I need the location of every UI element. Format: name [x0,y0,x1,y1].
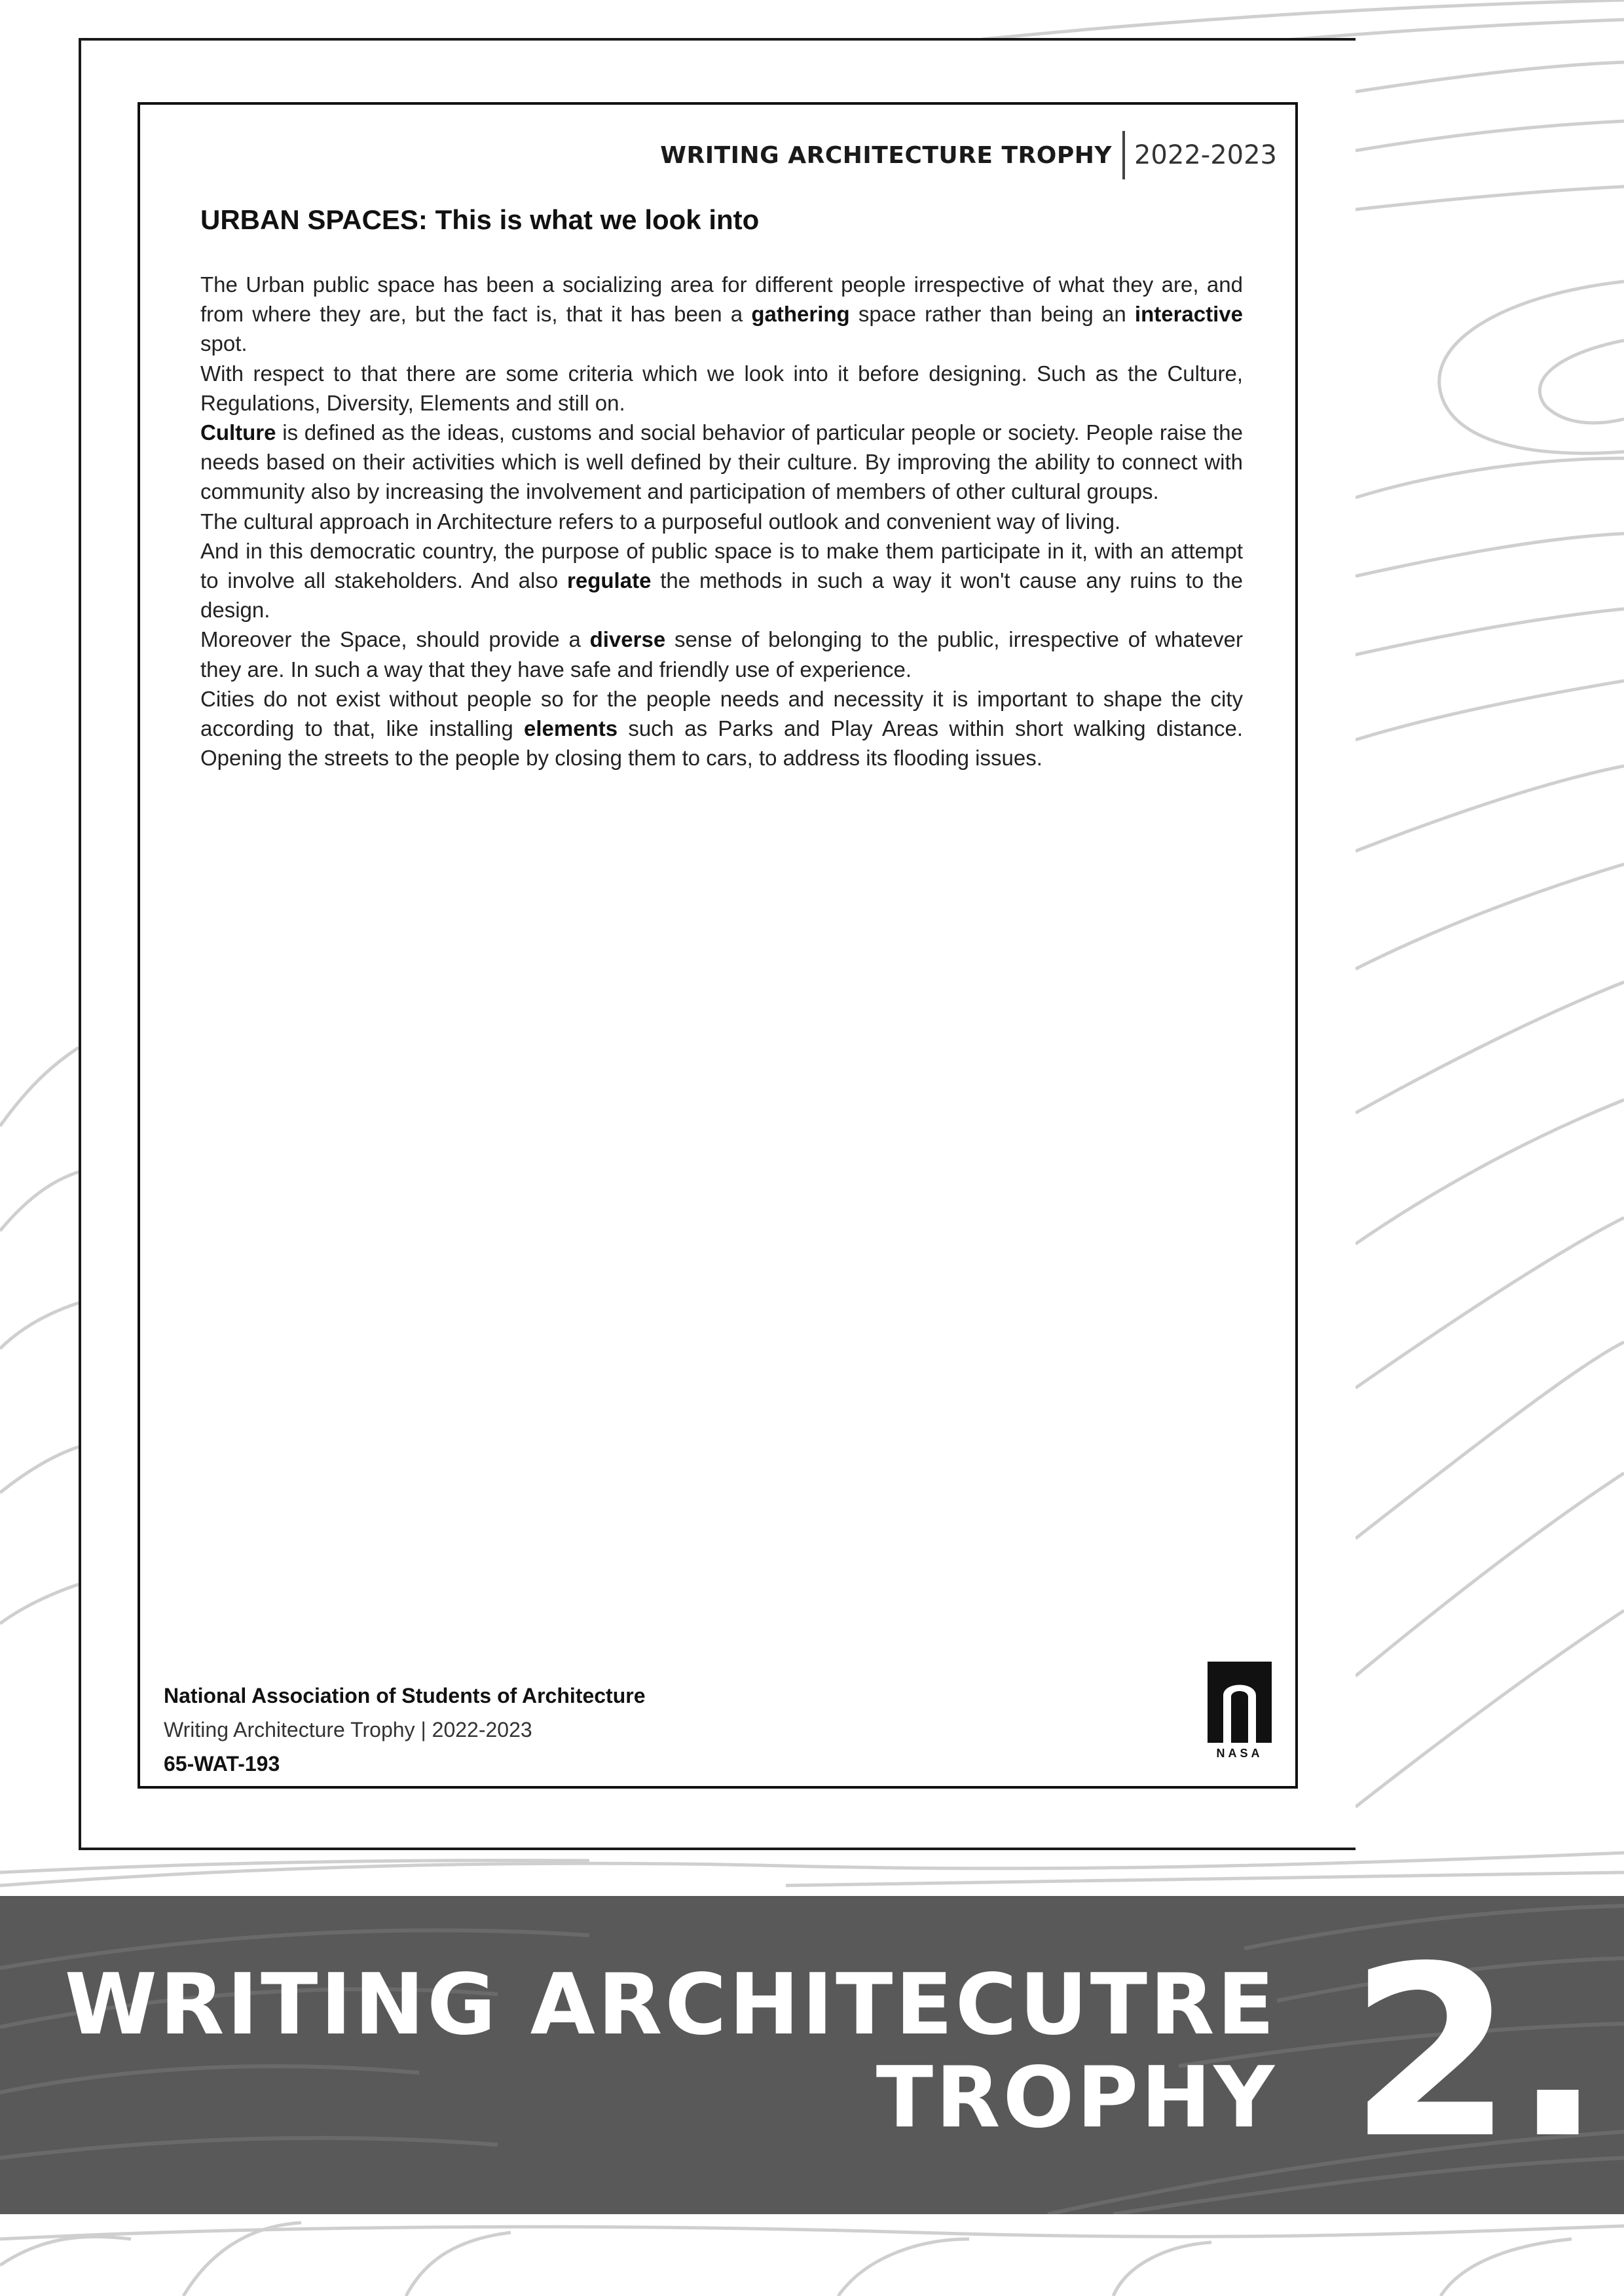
text-run: space rather than being an [849,302,1135,327]
text-run: the methods in such a way it won't cause any ruins to the design. [200,568,1243,623]
banner-title-line-2: TROPHY [876,2049,1277,2147]
text-run: sense of belonging to the public, irrespective of whatever they are. In such a way that they have safe and friendly use of experience. [200,627,1243,682]
nasa-logo [1204,1659,1276,1768]
banner-title [64,1956,1277,2147]
bold-term: diverse [589,627,666,652]
text-run: such as Parks and Play Areas within short walking distance. Opening the streets to the people by closing them to cars, to address its flooding issues. [200,716,1243,771]
footer-code: 65-WAT-193 [164,1752,280,1776]
bold-term: regulate [567,568,652,593]
footer-organization: National Association of Students of Architecture [164,1684,646,1707]
article-paragraph [200,507,1243,536]
header-title: WRITING ARCHITECTURE TROPHY [660,141,1112,169]
text-run: The Urban public space has been a socializing area for different people irrespective of what they are, and from where they are, but the fact is, that it has been a [200,272,1243,327]
arch-logo-icon [1204,1659,1276,1744]
text-run: With respect to that there are some criteria which we look into it before designing. Such as the Culture, Regulations, Diversity, Elements and still on. [200,361,1243,415]
text-run: Moreover the Space, should provide a [200,627,590,652]
page-header [660,131,1277,179]
article-paragraph [200,418,1243,507]
bottom-banner [0,1896,1624,2214]
bold-term: Culture [200,420,276,445]
text-run: And in this democratic country, the purpose of public space is to make them participate in it, with an attempt to involve all stakeholders. And also [200,538,1243,593]
banner-number: 2. [1349,1916,1603,2190]
logo-label: NASA [1216,1747,1263,1760]
bold-term: elements [524,716,618,741]
text-run: The cultural approach in Architecture refers to a purposeful outlook and convenient way of living. [200,509,1121,534]
bold-term: gathering [751,302,850,327]
article-body [200,270,1243,773]
document-page [138,102,1298,1789]
article-paragraph [200,536,1243,625]
article-paragraph [200,359,1243,418]
header-year: 2022-2023 [1134,140,1277,170]
article-heading: URBAN SPACES: This is what we look into [200,204,760,235]
header-divider [1122,131,1125,179]
footer-subtitle: Writing Architecture Trophy | 2022-2023 [164,1718,532,1741]
text-run: spot. [200,331,248,356]
banner-title-line-1: WRITING ARCHITECUTRE [64,1956,1277,2054]
text-run: is defined as the ideas, customs and social behavior of particular people or society. People raise the needs based on their activities which is well defined by their culture. By improving the ability to connect with community also by increasing the involvement and participation of members of other cultural groups. [200,420,1243,504]
article-paragraph [200,625,1243,683]
bold-term: interactive [1134,302,1244,327]
text-run: Cities do not exist without people so for the people needs and necessity it is important to shape the city according to that, like installing [200,686,1243,741]
article-paragraph [200,684,1243,773]
page-footer [164,1679,645,1781]
article-paragraph [200,270,1243,359]
